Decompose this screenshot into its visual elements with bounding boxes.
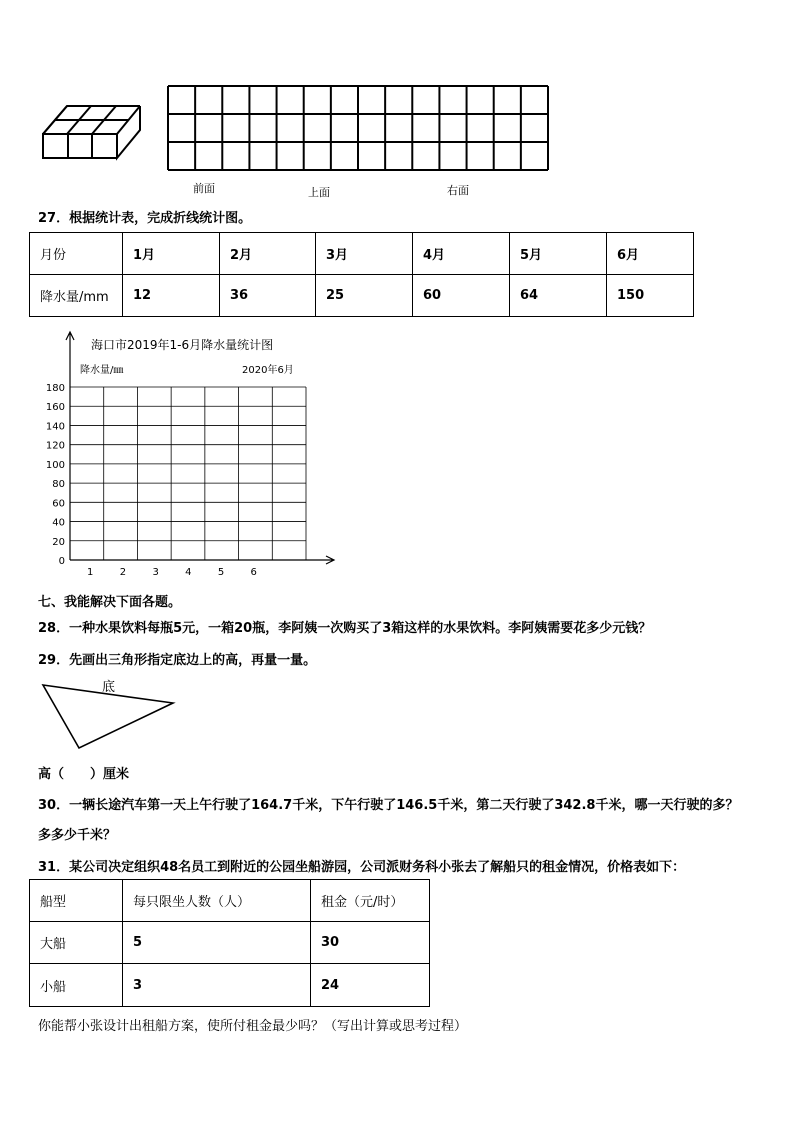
table-cell: 1月 — [123, 233, 220, 275]
table-cell: 60 — [413, 275, 510, 317]
rainfall-table — [29, 232, 694, 317]
table-cell: 小船 — [30, 964, 123, 1007]
y-tick-label: 0 — [58, 556, 65, 567]
table-cell: 5 — [123, 922, 311, 964]
cube-figure — [38, 100, 148, 164]
y-tick-label: 100 — [45, 459, 65, 471]
rainfall-chart[interactable] — [30, 328, 350, 580]
table-cell: 2月 — [220, 233, 316, 275]
table-cell: 25 — [316, 275, 413, 317]
chart-title: 海口市2019年1-6月降水量统计图 — [91, 338, 274, 352]
y-tick-label: 60 — [52, 498, 65, 510]
table-cell: 30 — [311, 922, 430, 964]
x-tick-label: 6 — [250, 567, 257, 578]
q30-line2: 多多少千米？ — [38, 828, 117, 843]
base-label: 底 — [102, 680, 116, 695]
y-tick-label: 140 — [45, 421, 65, 433]
table-cell: 64 — [510, 275, 607, 317]
x-tick-label: 3 — [152, 567, 159, 578]
x-tick-label: 5 — [217, 567, 225, 578]
q28-text: 28．一种水果饮料每瓶5元，一箱20瓶，李阿姨一次购买了3箱这样的水果饮料。李阿姨需要花多少元钱？ — [38, 621, 652, 636]
table-cell: 降水量/mm — [30, 275, 123, 317]
table-cell: 5月 — [510, 233, 607, 275]
q29-text: 29．先画出三角形指定底边上的高，再量一量。 — [38, 653, 317, 668]
q27-title: 27．根据统计表，完成折线统计图。 — [38, 211, 252, 226]
table-cell: 大船 — [30, 922, 123, 964]
view-grid — [166, 84, 550, 172]
right-view-label: 右面 — [447, 184, 469, 197]
table-cell: 租金（元/时） — [311, 880, 430, 922]
chart-x-axis — [70, 556, 334, 564]
table-cell: 150 — [607, 275, 694, 317]
y-tick-label: 160 — [45, 402, 65, 414]
table-cell: 船型 — [30, 880, 123, 922]
table-cell: 6月 — [607, 233, 694, 275]
x-tick-label: 4 — [185, 567, 192, 578]
y-tick-label: 120 — [45, 440, 65, 452]
table-cell: 3 — [123, 964, 311, 1007]
q29-answer: 高（ ）厘米 — [38, 767, 130, 782]
chart-y-axis — [66, 332, 74, 560]
table-cell: 3月 — [316, 233, 413, 275]
y-tick-label: 80 — [52, 479, 65, 491]
top-view-label: 上面 — [308, 186, 330, 199]
table-cell: 12 — [123, 275, 220, 317]
table-cell: 月份 — [30, 233, 123, 275]
x-tick-label: 2 — [119, 567, 127, 578]
q31-question: 你能帮小张设计出租船方案，使所付租金最少吗？（写出计算或思考过程） — [38, 1019, 468, 1034]
x-tick-label: 1 — [87, 567, 94, 578]
section-heading: 七、我能解决下面各题。 — [38, 595, 182, 610]
q31-text: 31．某公司决定组织48名员工到附近的公园坐船游园，公司派财务科小张去了解船只的租金情况，价格表如下： — [38, 860, 686, 875]
y-tick-label: 20 — [52, 536, 65, 548]
y-tick-label: 180 — [45, 383, 65, 394]
table-cell: 36 — [220, 275, 316, 317]
q30-line1: 30．一辆长途汽车第一天上午行驶了164.7千米，下午行驶了146.5千米，第二天行驶了342.8千米，哪一天行驶的多？ — [38, 798, 739, 813]
table-cell: 每只限坐人数（人） — [123, 880, 311, 922]
table-cell: 24 — [311, 964, 430, 1007]
chart-ylabel: 降水量/㎜ — [80, 365, 124, 376]
table-cell: 4月 — [413, 233, 510, 275]
boat-price-table — [29, 879, 430, 1007]
front-view-label: 前面 — [193, 182, 215, 195]
chart-date-note: 2020年6月 — [242, 365, 294, 376]
y-tick-label: 40 — [52, 517, 65, 529]
